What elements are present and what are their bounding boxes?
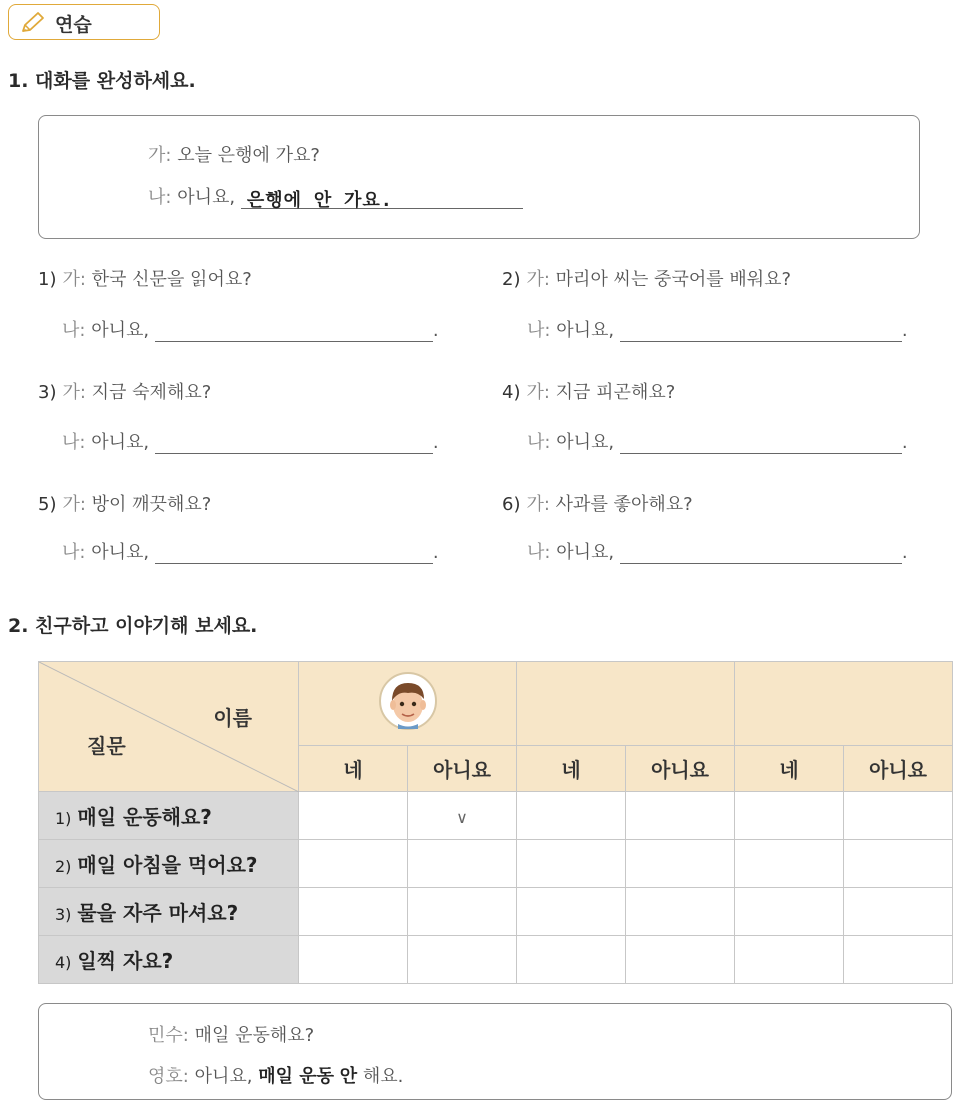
- answer-prefix: 아니요,: [91, 432, 150, 453]
- answer-cell[interactable]: [408, 792, 517, 840]
- dialog-answer-end: 해요.: [362, 1066, 404, 1087]
- answer-cell[interactable]: [517, 936, 626, 984]
- question-cell: [39, 888, 299, 936]
- dialog-question: 매일 운동해요?: [194, 1025, 315, 1046]
- dialog-answer-bold: 매일 운동: [258, 1066, 335, 1087]
- answer-cell[interactable]: [844, 840, 953, 888]
- answer-cell[interactable]: [735, 840, 844, 888]
- answer-prefix: 아니요,: [556, 432, 615, 453]
- answer-cell[interactable]: [735, 936, 844, 984]
- item-5-question: [38, 490, 211, 516]
- item-2-answer: [527, 316, 908, 342]
- answer-cell[interactable]: [408, 840, 517, 888]
- example-answer-prefix: 아니요,: [177, 187, 236, 208]
- question-text: 한국 신문을 읽어요?: [91, 269, 252, 290]
- answer-blank[interactable]: [620, 541, 902, 564]
- speaker-b: 나:: [527, 320, 551, 341]
- item-3-answer: [62, 428, 439, 454]
- no-header: 아니요: [844, 746, 953, 792]
- check-mark: ∨: [456, 807, 468, 827]
- item-6-answer: [527, 538, 908, 564]
- question-text: 마리아 씨는 중국어를 배워요?: [555, 269, 792, 290]
- dialog-answer-negation: 안: [339, 1066, 358, 1087]
- answer-cell[interactable]: [626, 792, 735, 840]
- answer-cell[interactable]: [735, 792, 844, 840]
- pencil-icon: [19, 11, 47, 39]
- item-6-question: [502, 490, 693, 516]
- answer-period: .: [901, 320, 908, 341]
- question-text: 지금 숙제해요?: [91, 382, 212, 403]
- speaker-b: 나:: [62, 320, 86, 341]
- answer-blank[interactable]: [155, 319, 433, 342]
- header-question-label: 질문: [87, 734, 126, 758]
- item-3-question: [38, 378, 211, 404]
- item-4-answer: [527, 428, 908, 454]
- answer-cell[interactable]: [844, 792, 953, 840]
- answer-period: .: [901, 432, 908, 453]
- answer-period: .: [432, 432, 439, 453]
- section1-title: 1. 대화를 완성하세요.: [8, 70, 196, 92]
- answer-cell[interactable]: [626, 840, 735, 888]
- answer-cell[interactable]: [408, 936, 517, 984]
- item-1-question: [38, 265, 252, 291]
- dialog-line-b: [148, 1062, 403, 1088]
- speaker-b: 나:: [148, 187, 172, 208]
- answer-period: .: [432, 542, 439, 563]
- answer-blank[interactable]: [155, 431, 433, 454]
- answer-cell[interactable]: [735, 888, 844, 936]
- question-number: 1): [55, 809, 72, 828]
- header-diagonal-cell: [39, 662, 299, 792]
- item-number: 1): [38, 269, 57, 290]
- section2-title: 2. 친구하고 이야기해 보세요.: [8, 615, 258, 637]
- answer-period: .: [432, 320, 439, 341]
- table-row: [39, 840, 953, 888]
- question-text: 매일 운동해요?: [77, 805, 212, 829]
- table-row: [39, 936, 953, 984]
- friend-1-name-cell[interactable]: [299, 662, 517, 746]
- question-number: 3): [55, 905, 72, 924]
- boy-avatar: [378, 671, 438, 736]
- answer-cell[interactable]: [844, 936, 953, 984]
- badge-label: 연습: [55, 14, 92, 36]
- speaker-a: 가:: [62, 269, 86, 290]
- example-answer-blank: [241, 186, 523, 209]
- question-text: 물을 자주 마셔요?: [77, 901, 239, 925]
- header-name-label: 이름: [213, 706, 252, 730]
- speaker-a: 가:: [526, 269, 550, 290]
- table-row: [39, 792, 953, 840]
- answer-blank[interactable]: [620, 319, 902, 342]
- dialog-line-a: [148, 1021, 314, 1047]
- yes-header: 네: [735, 746, 844, 792]
- item-number: 6): [502, 494, 521, 515]
- question-cell: [39, 792, 299, 840]
- question-text: 일찍 자요?: [77, 949, 174, 973]
- example-line-b: [148, 183, 523, 209]
- example-box: [38, 115, 920, 239]
- item-5-answer: [62, 538, 439, 564]
- answer-prefix: 아니요,: [91, 320, 150, 341]
- speaker-a: 가:: [148, 145, 172, 166]
- yes-header: 네: [299, 746, 408, 792]
- speaker-a: 가:: [526, 494, 550, 515]
- answer-cell[interactable]: [517, 888, 626, 936]
- diagonal-line: [39, 662, 299, 792]
- answer-cell[interactable]: [408, 888, 517, 936]
- answer-prefix: 아니요,: [556, 542, 615, 563]
- practice-badge: [8, 4, 160, 40]
- speaker-b: 나:: [62, 432, 86, 453]
- speaker-b: 나:: [527, 542, 551, 563]
- friend-2-name-cell[interactable]: [517, 662, 735, 746]
- item-2-question: [502, 265, 791, 291]
- question-number: 2): [55, 857, 72, 876]
- friend-3-name-cell[interactable]: [735, 662, 953, 746]
- speaker-a: 가:: [62, 494, 86, 515]
- item-number: 2): [502, 269, 521, 290]
- dialog-answer-prefix: 아니요,: [194, 1066, 253, 1087]
- answer-cell[interactable]: [299, 888, 408, 936]
- answer-cell[interactable]: [299, 792, 408, 840]
- speaker-b: 나:: [527, 432, 551, 453]
- answer-cell[interactable]: [626, 936, 735, 984]
- question-text: 지금 피곤해요?: [555, 382, 676, 403]
- yes-header: 네: [517, 746, 626, 792]
- answer-cell[interactable]: [299, 840, 408, 888]
- answer-cell[interactable]: [626, 888, 735, 936]
- no-header: 아니요: [626, 746, 735, 792]
- item-number: 4): [502, 382, 521, 403]
- answer-cell[interactable]: [517, 840, 626, 888]
- question-cell: [39, 936, 299, 984]
- item-number: 5): [38, 494, 57, 515]
- answer-prefix: 아니요,: [556, 320, 615, 341]
- question-text: 사과를 좋아해요?: [555, 494, 693, 515]
- speaker-b: 나:: [62, 542, 86, 563]
- answer-cell[interactable]: [517, 792, 626, 840]
- answer-blank[interactable]: [620, 431, 902, 454]
- speaker-a: 가:: [526, 382, 550, 403]
- speaker-minsu: 민수:: [148, 1025, 189, 1046]
- speaker-youngho: 영호:: [148, 1066, 189, 1087]
- example-line-a: [148, 141, 320, 167]
- table-row: [39, 888, 953, 936]
- survey-table: [38, 661, 953, 984]
- answer-period: .: [901, 542, 908, 563]
- example-question: 오늘 은행에 가요?: [177, 145, 320, 166]
- speaker-a: 가:: [62, 382, 86, 403]
- item-1-answer: [62, 316, 439, 342]
- question-number: 4): [55, 953, 72, 972]
- answer-cell[interactable]: [844, 888, 953, 936]
- question-text: 매일 아침을 먹어요?: [77, 853, 258, 877]
- question-cell: [39, 840, 299, 888]
- answer-prefix: 아니요,: [91, 542, 150, 563]
- answer-blank[interactable]: [155, 541, 433, 564]
- answer-cell[interactable]: [299, 936, 408, 984]
- no-header: 아니요: [408, 746, 517, 792]
- item-4-question: [502, 378, 675, 404]
- example-handwritten-answer: 은행에 안 가요.: [246, 190, 393, 211]
- question-text: 방이 깨끗해요?: [91, 494, 212, 515]
- item-number: 3): [38, 382, 57, 403]
